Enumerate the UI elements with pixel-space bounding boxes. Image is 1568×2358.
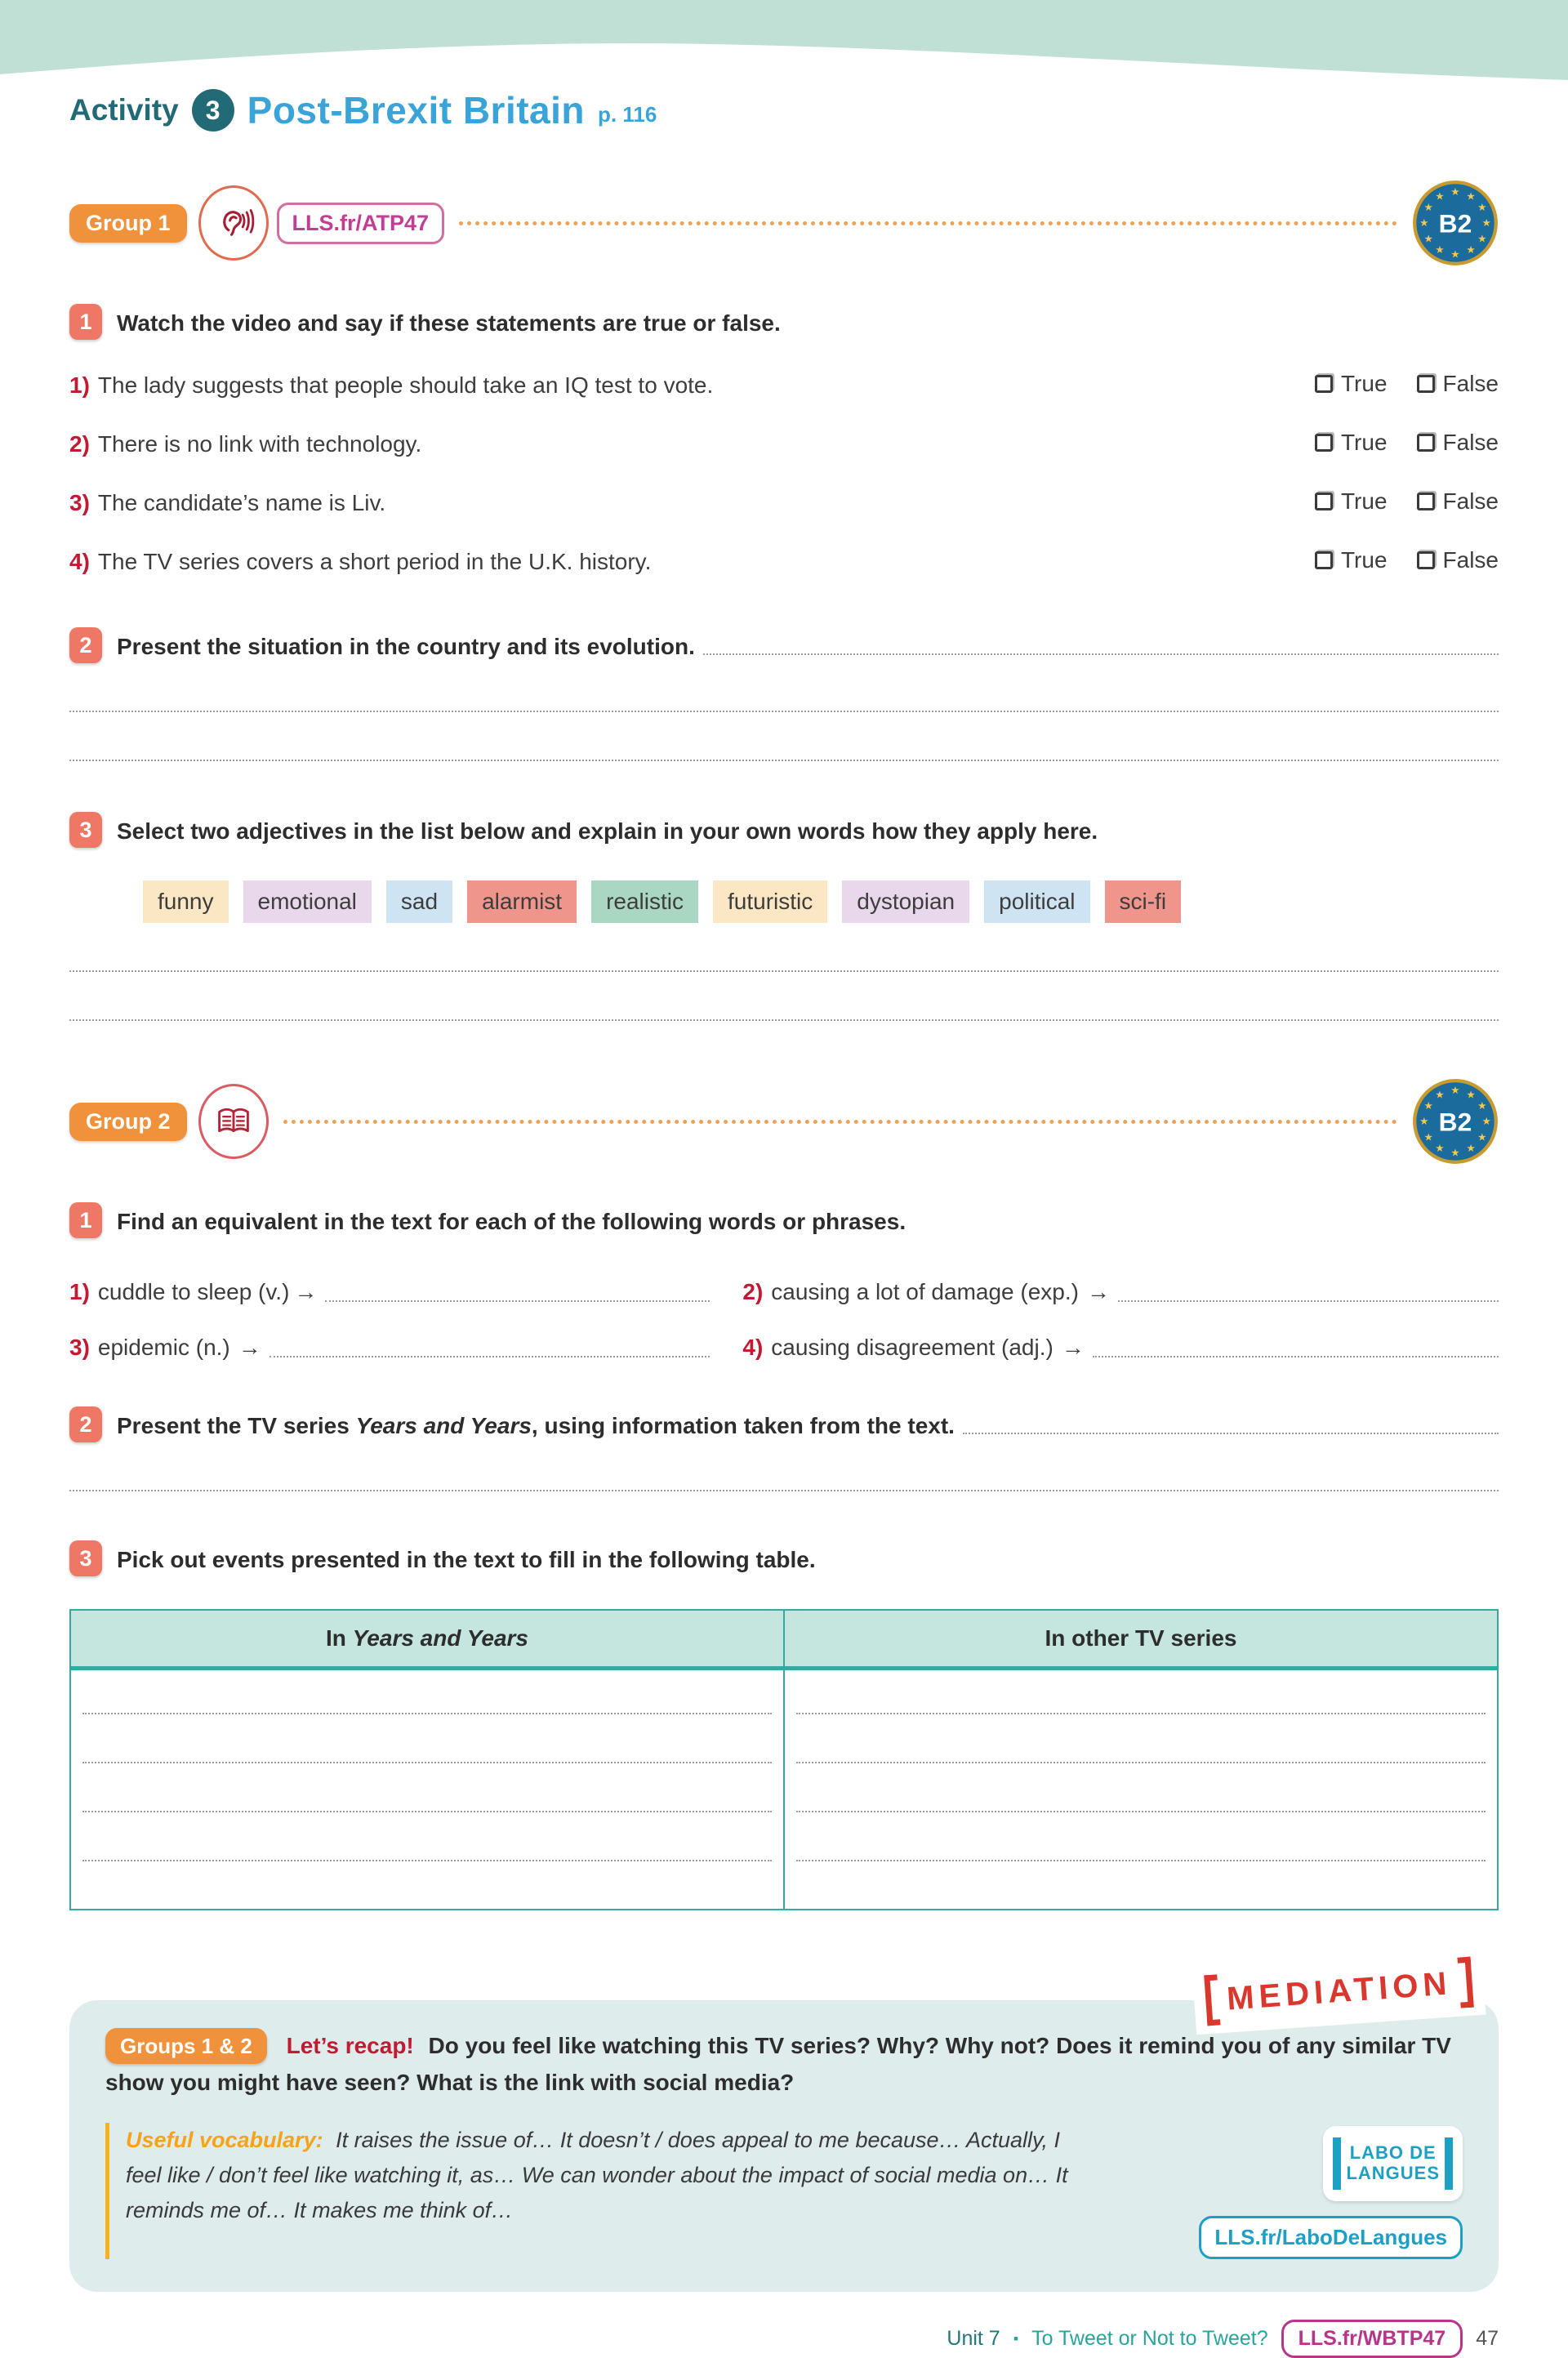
labo-de-langues-link[interactable]: LLS.fr/LaboDeLangues (1199, 2216, 1463, 2259)
useful-vocabulary-block (105, 2123, 1102, 2259)
answer-line[interactable] (82, 1860, 772, 1861)
svg-text:★: ★ (1435, 1088, 1445, 1101)
arrow-icon: → (1086, 1279, 1110, 1304)
g1-ex3-instruction: Select two adjectives in the list below and explain in your own words how they apply here. (117, 818, 1098, 844)
true-option (1315, 371, 1388, 397)
svg-text:★: ★ (1419, 216, 1429, 230)
item-number: 1) (69, 1279, 90, 1304)
item-text: epidemic (n.) (97, 1335, 230, 1360)
recap-question (105, 2028, 1463, 2102)
answer-line[interactable] (325, 1300, 710, 1302)
true-checkbox[interactable] (1315, 434, 1333, 452)
equivalents-grid (69, 1250, 1499, 1361)
svg-text:★: ★ (1435, 1142, 1445, 1155)
svg-text:★: ★ (1450, 1146, 1460, 1159)
true-label: True (1340, 371, 1388, 396)
true-checkbox[interactable] (1315, 493, 1333, 510)
activity-label: Activity (69, 93, 179, 127)
recap-question-text: Do you feel like watching this TV series? Why? Why not? Does it remind you of any similar TV show you might have seen? What is the link with social media? (105, 2033, 1451, 2095)
true-option (1315, 488, 1388, 515)
true-checkbox[interactable] (1315, 375, 1333, 393)
g2-ex1-number: 1 (69, 1202, 102, 1238)
true-option (1315, 547, 1388, 573)
answer-line[interactable] (796, 1713, 1486, 1714)
svg-text:★: ★ (1435, 243, 1445, 256)
statement-number: 1) (69, 372, 90, 398)
g1-ex1-instruction: Watch the video and say if these statements are true or false. (117, 310, 781, 336)
page-footer (69, 2320, 1499, 2358)
svg-text:★: ★ (1423, 1099, 1433, 1112)
g1-ex1-row (69, 304, 1499, 340)
svg-text:★: ★ (1481, 216, 1491, 230)
answer-line[interactable] (270, 1356, 710, 1357)
item-number: 2) (742, 1279, 764, 1304)
answer-line[interactable] (82, 1713, 772, 1714)
svg-text:★: ★ (1423, 232, 1433, 245)
g2-ex3-row (69, 1540, 1499, 1576)
svg-text:★: ★ (1435, 189, 1445, 203)
svg-text:★: ★ (1466, 1088, 1476, 1101)
svg-text:★: ★ (1477, 232, 1487, 245)
adjective-chip: sad (386, 880, 452, 923)
true-false-group (1315, 371, 1499, 397)
column-header-other-series: In other TV series (784, 1610, 1498, 1669)
item-number: 4) (742, 1335, 764, 1360)
svg-text:★: ★ (1466, 1142, 1476, 1155)
dotted-leader (459, 221, 1397, 225)
ear-icon (208, 198, 259, 248)
answer-line[interactable] (796, 1811, 1486, 1812)
false-checkbox[interactable] (1417, 434, 1435, 452)
g1-ex3-row (69, 812, 1499, 848)
true-label: True (1340, 488, 1388, 514)
arrow-icon: → (238, 1335, 261, 1360)
adjective-chip: emotional (243, 880, 372, 923)
recap-body (105, 2123, 1463, 2259)
true-false-group (1315, 547, 1499, 573)
adjective-chip: funny (143, 880, 229, 923)
false-option (1417, 371, 1499, 397)
bracket-left-icon (1204, 1974, 1220, 2026)
svg-text:★: ★ (1477, 201, 1487, 214)
svg-text:★: ★ (1450, 185, 1460, 198)
bracket-right-icon (1457, 1957, 1473, 2008)
answer-line[interactable] (69, 760, 1499, 761)
g1-ex3-number: 3 (69, 812, 102, 848)
svg-text:★: ★ (1481, 1115, 1491, 1128)
statement-row (69, 371, 1499, 399)
adjective-chip: alarmist (467, 880, 577, 923)
arrow-icon: → (294, 1279, 318, 1304)
svg-text:B2: B2 (1438, 208, 1472, 238)
page-number: 47 (1476, 2326, 1499, 2350)
vocab-label: Useful vocabulary: (126, 2127, 323, 2152)
g2-ex1-instruction: Find an equivalent in the text for each of the following words or phrases. (117, 1209, 906, 1234)
recap-section (69, 1964, 1499, 2292)
answer-line[interactable] (1118, 1300, 1499, 1302)
atp47-link[interactable]: LLS.fr/ATP47 (277, 203, 445, 244)
adjective-chip: dystopian (842, 880, 969, 923)
page-reference: p. 116 (598, 102, 657, 127)
g2-ex2-number: 2 (69, 1406, 102, 1442)
bracket-left-icon (1333, 2137, 1341, 2190)
answer-line[interactable] (69, 970, 1499, 972)
answer-line[interactable] (82, 1762, 772, 1763)
false-option (1417, 547, 1499, 573)
footer-separator: ▪ (1013, 2329, 1019, 2347)
column-header-years-and-years: In Years and Years (70, 1610, 784, 1669)
g1-ex2-number: 2 (69, 627, 102, 663)
svg-text:★: ★ (1466, 189, 1476, 203)
g1-ex2-row (69, 627, 1499, 663)
activity-number-badge: 3 (192, 89, 234, 131)
true-option (1315, 430, 1388, 456)
true-false-group (1315, 430, 1499, 456)
item-text: causing disagreement (adj.) (771, 1335, 1054, 1360)
false-checkbox[interactable] (1417, 551, 1435, 569)
wbtp47-link[interactable]: LLS.fr/WBTP47 (1281, 2320, 1463, 2358)
g1-ex1-statements (69, 371, 1499, 575)
adjective-chip: sci-fi (1105, 880, 1182, 923)
svg-text:★: ★ (1466, 243, 1476, 256)
group1-header (69, 180, 1499, 266)
labo-column (1199, 2123, 1463, 2259)
activity-title-row (69, 88, 1499, 132)
true-label: True (1340, 547, 1388, 573)
true-label: True (1340, 430, 1388, 455)
statement-number: 3) (69, 490, 90, 515)
statement-text: The TV series covers a short period in the U.K. history. (97, 549, 652, 574)
lets-recap-label: Let’s recap! (286, 2033, 414, 2058)
answer-line[interactable] (796, 1762, 1486, 1763)
g2-ex2-row (69, 1406, 1499, 1442)
statement-row (69, 430, 1499, 457)
svg-text:★: ★ (1419, 1115, 1429, 1128)
item-number: 3) (69, 1335, 90, 1360)
answer-line[interactable] (703, 653, 1499, 655)
adjective-chip: political (984, 880, 1089, 923)
arrow-icon: → (1061, 1335, 1085, 1360)
page-title: Post-Brexit Britain (247, 89, 586, 131)
statement-number: 4) (69, 549, 90, 574)
svg-text:★: ★ (1477, 1130, 1487, 1143)
svg-text:★: ★ (1423, 1130, 1433, 1143)
false-option (1417, 430, 1499, 456)
statement-text: The lady suggests that people should take an IQ test to vote. (97, 372, 714, 398)
listening-icon (198, 185, 269, 261)
false-label: False (1442, 488, 1499, 514)
table-cell-other-series[interactable] (784, 1669, 1498, 1910)
recap-box (69, 2000, 1499, 2292)
false-checkbox[interactable] (1417, 493, 1435, 510)
item-text: causing a lot of damage (exp.) (771, 1279, 1079, 1304)
true-false-group (1315, 488, 1499, 515)
g2-ex2-instruction: Present the TV series Years and Years, using information taken from the text. (117, 1413, 955, 1438)
true-checkbox[interactable] (1315, 551, 1333, 569)
events-table (69, 1609, 1499, 1910)
labo-logo-text: LABO DE LANGUES (1346, 2142, 1440, 2183)
false-label: False (1442, 430, 1499, 455)
g1-ex2-instruction: Present the situation in the country and its evolution. (117, 634, 695, 659)
answer-line[interactable] (82, 1811, 772, 1812)
answer-line[interactable] (69, 711, 1499, 712)
g2-ex3-number: 3 (69, 1540, 102, 1576)
answer-line[interactable] (796, 1860, 1486, 1861)
statement-text: There is no link with technology. (97, 431, 422, 457)
statement-number: 2) (69, 431, 90, 457)
item-text: cuddle to sleep (v.) (97, 1279, 290, 1304)
g2-ex3-instruction: Pick out events presented in the text to fill in the following table. (117, 1547, 816, 1572)
wave-shape (0, 0, 1568, 82)
reading-icon (198, 1084, 269, 1159)
answer-line[interactable] (1093, 1356, 1499, 1357)
equivalent-item (69, 1335, 710, 1361)
svg-text:B2: B2 (1438, 1107, 1472, 1137)
vocab-text: It raises the issue of… It doesn’t / does appeal to me because… Actually, I feel like / don’t feel like watching it, as… We can wonder about the impact of social media on… It reminds me of… It makes me think of… (126, 2127, 1068, 2222)
svg-text:★: ★ (1450, 247, 1460, 261)
open-book-icon (210, 1098, 257, 1145)
b2-level-badge (1412, 1078, 1499, 1165)
footer-unit-title: To Tweet or Not to Tweet? (1031, 2326, 1268, 2350)
groups-1-2-badge: Groups 1 & 2 (105, 2028, 267, 2064)
answer-line[interactable] (69, 1019, 1499, 1021)
g1-ex1-number: 1 (69, 304, 102, 340)
false-checkbox[interactable] (1417, 375, 1435, 393)
bracket-right-icon (1445, 2137, 1453, 2190)
equivalent-item (742, 1279, 1499, 1305)
table-body-row (70, 1669, 1498, 1910)
equivalent-item (742, 1335, 1499, 1361)
series-title: Years and Years (355, 1413, 532, 1438)
footer-unit: Unit 7 (947, 2326, 1000, 2350)
labo-de-langues-logo (1323, 2126, 1463, 2201)
statement-row (69, 547, 1499, 575)
adjective-chip: realistic (591, 880, 698, 923)
table-header-row (70, 1610, 1498, 1669)
group1-badge: Group 1 (69, 204, 187, 243)
false-option (1417, 488, 1499, 515)
false-label: False (1442, 547, 1499, 573)
top-wave-banner (0, 0, 1568, 82)
equivalent-item (69, 1279, 710, 1305)
svg-text:★: ★ (1423, 201, 1433, 214)
svg-text:★: ★ (1477, 1099, 1487, 1112)
statement-text: The candidate’s name is Liv. (97, 490, 386, 515)
group2-header (69, 1078, 1499, 1165)
group2-badge: Group 2 (69, 1103, 187, 1141)
adjective-chip: futuristic (713, 880, 827, 923)
statement-row (69, 488, 1499, 516)
dotted-leader (283, 1120, 1397, 1124)
adjective-list (143, 880, 1499, 923)
false-label: False (1442, 371, 1499, 396)
g2-ex1-row (69, 1202, 1499, 1238)
answer-line[interactable] (69, 1490, 1499, 1491)
mediation-label: MEDIATION (1225, 1964, 1453, 2017)
answer-line[interactable] (963, 1433, 1499, 1434)
table-cell-years-and-years[interactable] (70, 1669, 784, 1910)
svg-text:★: ★ (1450, 1084, 1460, 1097)
b2-level-badge (1412, 180, 1499, 266)
